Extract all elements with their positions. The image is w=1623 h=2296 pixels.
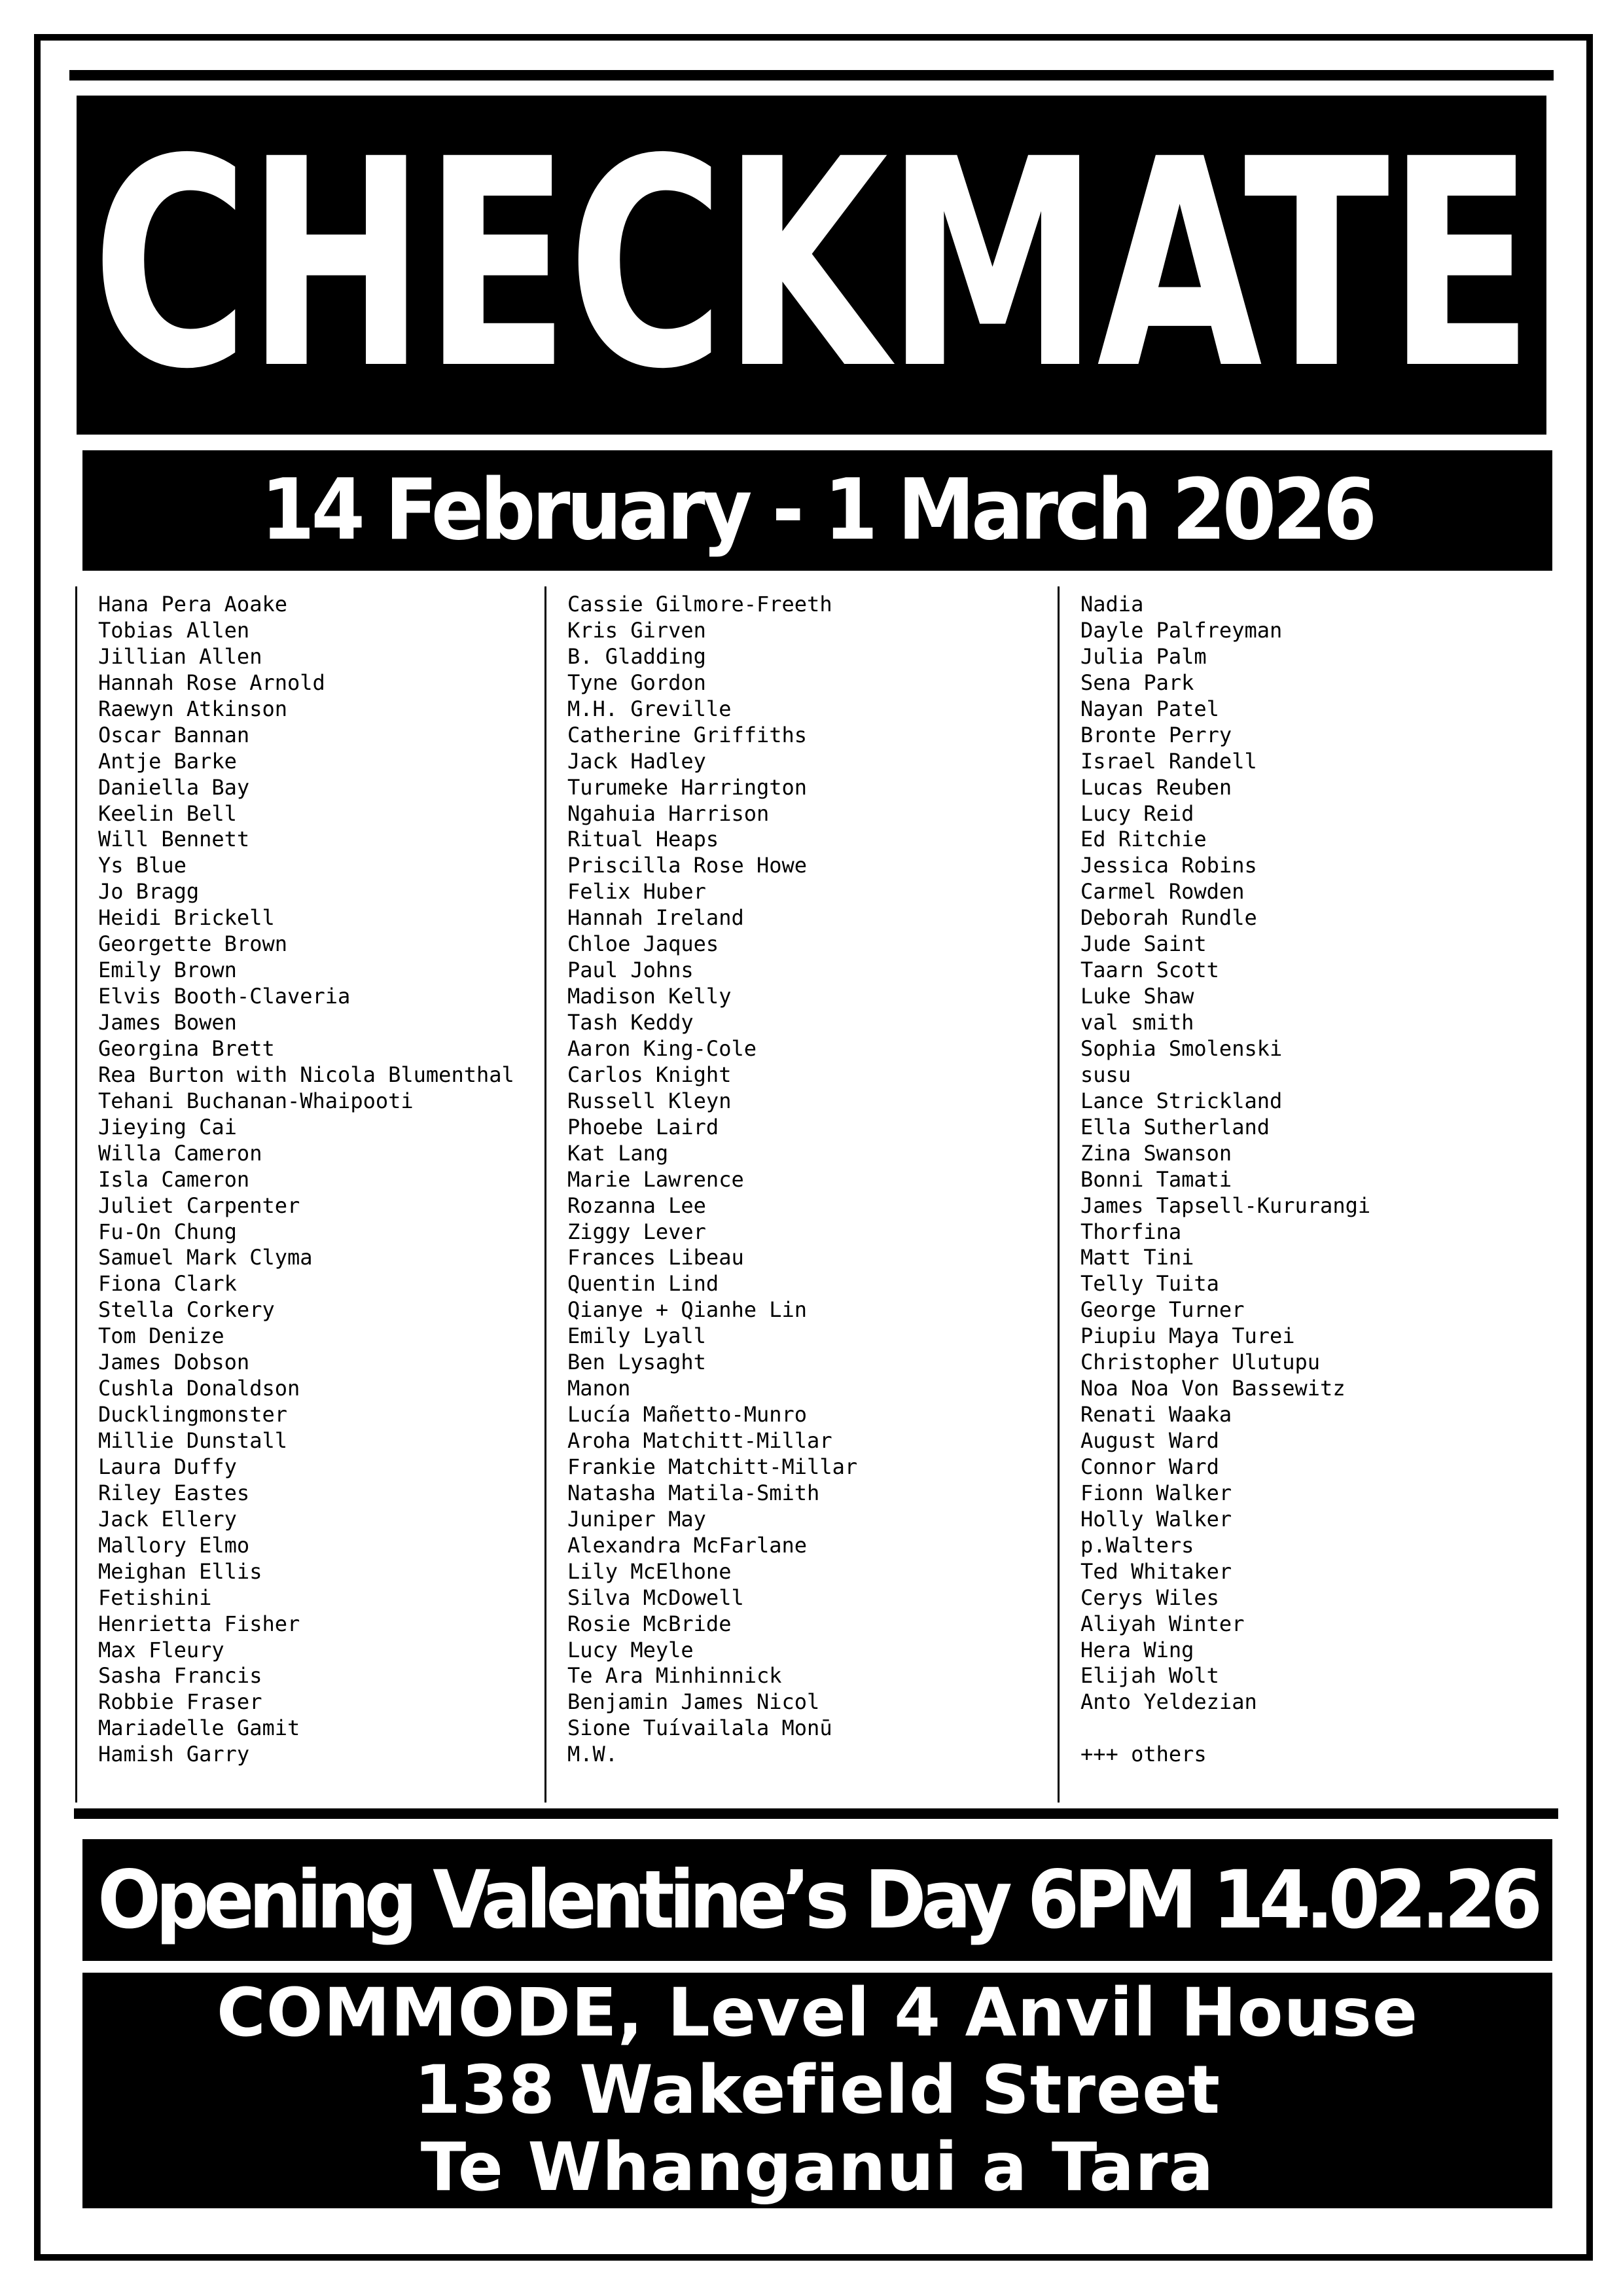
artist-name: Renati Waaka bbox=[1080, 1402, 1232, 1427]
artist-column-3 bbox=[1080, 592, 1370, 1768]
artist-name: Fionn Walker bbox=[1080, 1480, 1232, 1505]
artist-name: Ritual Heaps bbox=[567, 827, 719, 852]
artist-name: Lance Strickland bbox=[1080, 1088, 1283, 1113]
artist-name: Cushla Donaldson bbox=[98, 1376, 300, 1401]
artist-name: Riley Eastes bbox=[98, 1480, 250, 1505]
artist-name: Jieying Cai bbox=[98, 1114, 237, 1139]
artist-name: Heidi Brickell bbox=[98, 905, 275, 931]
artist-name: Juliet Carpenter bbox=[98, 1193, 300, 1218]
artist-name: Bronte Perry bbox=[1080, 722, 1232, 747]
artist-name: Fiona Clark bbox=[98, 1271, 237, 1297]
artist-name: Elijah Wolt bbox=[1080, 1663, 1219, 1689]
artist-name: Israel Randell bbox=[1080, 748, 1257, 774]
artist-name: Tyne Gordon bbox=[567, 670, 706, 695]
artist-name: Hannah Rose Arnold bbox=[98, 670, 325, 695]
artist-name: Samuel Mark Clyma bbox=[98, 1245, 313, 1270]
artist-name: Mallory Elmo bbox=[98, 1532, 250, 1558]
artist-name: Mariadelle Gamit bbox=[98, 1715, 300, 1741]
artist-name: Frances Libeau bbox=[567, 1245, 744, 1270]
artist-name: Cerys Wiles bbox=[1080, 1585, 1219, 1610]
artist-name: Tehani Buchanan-Whaipooti bbox=[98, 1088, 414, 1113]
artist-name: Lucy Reid bbox=[1080, 800, 1194, 826]
artist-name: Telly Tuita bbox=[1080, 1271, 1219, 1297]
artist-name: val smith bbox=[1080, 1010, 1194, 1035]
artist-name: Hannah Ireland bbox=[567, 905, 744, 931]
artist-name: Manon bbox=[567, 1376, 631, 1401]
poster-title: CHECKMATE bbox=[92, 98, 1531, 432]
artist-name: Ella Sutherland bbox=[1080, 1114, 1270, 1139]
artist-name: James Tapsell-Kururangi bbox=[1080, 1193, 1371, 1218]
venue-line-1: COMMODE, Level 4 Anvil House bbox=[216, 1974, 1419, 2052]
artist-name: Rea Burton with Nicola Blumenthal bbox=[98, 1062, 514, 1087]
artist-name: Deborah Rundle bbox=[1080, 905, 1257, 931]
artist-name: Priscilla Rose Howe bbox=[567, 853, 808, 878]
artist-name: Georgette Brown bbox=[98, 931, 287, 957]
artist-name: Keelin Bell bbox=[98, 800, 237, 826]
artist-name: Tom Denize bbox=[98, 1323, 224, 1349]
artist-name: Holly Walker bbox=[1080, 1506, 1232, 1532]
artist-name: Ed Ritchie bbox=[1080, 827, 1207, 852]
artist-name: Ziggy Lever bbox=[567, 1219, 706, 1244]
artist-name: B. Gladding bbox=[567, 643, 706, 669]
artist-name: Benjamin James Nicol bbox=[567, 1689, 820, 1715]
artist-name: Christopher Ulutupu bbox=[1080, 1350, 1321, 1375]
artist-name: James Dobson bbox=[98, 1350, 250, 1375]
artist-name: Sione Tuívailala Monū bbox=[567, 1715, 832, 1741]
top-rule bbox=[69, 70, 1554, 81]
column-divider-right bbox=[1058, 586, 1060, 1803]
artist-name: Stella Corkery bbox=[98, 1297, 275, 1323]
artist-name: Carlos Knight bbox=[567, 1062, 732, 1087]
artist-name: Sena Park bbox=[1080, 670, 1194, 695]
artist-name: Willa Cameron bbox=[98, 1140, 262, 1166]
artist-name: Lily McElhone bbox=[567, 1558, 732, 1584]
artist-name: Oscar Bannan bbox=[98, 722, 250, 747]
artist-name: Lucía Mañetto-Munro bbox=[567, 1402, 808, 1427]
artist-name: Emily Lyall bbox=[567, 1323, 706, 1349]
artist-name: p.Walters bbox=[1080, 1532, 1194, 1558]
artist-name: Silva McDowell bbox=[567, 1585, 744, 1610]
artist-name: Julia Palm bbox=[1080, 643, 1207, 669]
artist-name: Russell Kleyn bbox=[567, 1088, 732, 1113]
venue-banner bbox=[82, 1973, 1552, 2208]
artist-name: Quentin Lind bbox=[567, 1271, 719, 1297]
artist-name: Matt Tini bbox=[1080, 1245, 1194, 1270]
artist-name: Rozanna Lee bbox=[567, 1193, 706, 1218]
artist-name: Aroha Matchitt-Millar bbox=[567, 1428, 832, 1453]
artist-name: Luke Shaw bbox=[1080, 984, 1194, 1009]
artist-name: August Ward bbox=[1080, 1428, 1219, 1453]
artist-name: Jo Bragg bbox=[98, 879, 200, 905]
artist-name: Jillian Allen bbox=[98, 643, 262, 669]
artist-name: Raewyn Atkinson bbox=[98, 696, 287, 721]
artist-name: Zina Swanson bbox=[1080, 1140, 1232, 1166]
artist-name: Aliyah Winter bbox=[1080, 1611, 1245, 1636]
dates-banner bbox=[82, 450, 1552, 571]
artist-name: Laura Duffy bbox=[98, 1454, 237, 1479]
venue-line-2: 138 Wakefield Street bbox=[414, 2051, 1221, 2129]
artist-name: Cassie Gilmore-Freeth bbox=[567, 592, 832, 617]
artist-name: susu bbox=[1080, 1062, 1132, 1087]
artist-name: Phoebe Laird bbox=[567, 1114, 719, 1139]
artist-name: Jessica Robins bbox=[1080, 853, 1257, 878]
artist-name: Bonni Tamati bbox=[1080, 1166, 1232, 1192]
artist-name: Lucy Meyle bbox=[567, 1637, 694, 1662]
artist-name: Felix Huber bbox=[567, 879, 706, 905]
artist-name: Daniella Bay bbox=[98, 774, 250, 800]
artist-name: Marie Lawrence bbox=[567, 1166, 744, 1192]
artist-name: Tash Keddy bbox=[567, 1010, 694, 1035]
artist-name: Noa Noa Von Bassewitz bbox=[1080, 1376, 1346, 1401]
artist-name: Sasha Francis bbox=[98, 1663, 262, 1689]
artist-name: Chloe Jaques bbox=[567, 931, 719, 957]
artist-name: Frankie Matchitt-Millar bbox=[567, 1454, 858, 1479]
artist-name: Antje Barke bbox=[98, 748, 237, 774]
artist-name: Thorfina bbox=[1080, 1219, 1182, 1244]
artist-name: Madison Kelly bbox=[567, 984, 732, 1009]
artist-name: Tobias Allen bbox=[98, 617, 250, 643]
artist-name: Meighan Ellis bbox=[98, 1558, 262, 1584]
artist-name: Te Ara Minhinnick bbox=[567, 1663, 782, 1689]
artist-name: Fetishini bbox=[98, 1585, 212, 1610]
artist-name: Ys Blue bbox=[98, 853, 187, 878]
bottom-rule bbox=[74, 1808, 1558, 1819]
artist-name: Fu-On Chung bbox=[98, 1219, 237, 1244]
title-banner bbox=[77, 96, 1546, 435]
venue-line-3: Te Whanganui a Tara bbox=[420, 2128, 1215, 2206]
artist-name: Sophia Smolenski bbox=[1080, 1035, 1283, 1061]
artist-name: Natasha Matila-Smith bbox=[567, 1480, 820, 1505]
artist-name: Ducklingmonster bbox=[98, 1402, 287, 1427]
artist-name: Alexandra McFarlane bbox=[567, 1532, 808, 1558]
artist-name: Jack Ellery bbox=[98, 1506, 237, 1532]
artist-name: Aaron King-Cole bbox=[567, 1035, 757, 1061]
artist-name: Isla Cameron bbox=[98, 1166, 250, 1192]
artist-name: +++ others bbox=[1080, 1742, 1207, 1767]
artist-name: Dayle Palfreyman bbox=[1080, 617, 1283, 643]
artist-name: Anto Yeldezian bbox=[1080, 1689, 1257, 1715]
artist-name: Henrietta Fisher bbox=[98, 1611, 300, 1636]
opening-banner bbox=[82, 1839, 1552, 1961]
artist-name: Juniper May bbox=[567, 1506, 706, 1532]
column-divider-middle bbox=[544, 586, 546, 1803]
artist-name: Georgina Brett bbox=[98, 1035, 275, 1061]
artist-name: Kris Girven bbox=[567, 617, 706, 643]
artist-column-1 bbox=[98, 592, 514, 1768]
artist-name: Max Fleury bbox=[98, 1637, 224, 1662]
artist-name: Will Bennett bbox=[98, 827, 250, 852]
artist-name: Robbie Fraser bbox=[98, 1689, 262, 1715]
exhibition-dates: 14 February - 1 March 2026 bbox=[260, 461, 1374, 559]
artist-name: James Bowen bbox=[98, 1010, 237, 1035]
artist-name: Turumeke Harrington bbox=[567, 774, 808, 800]
opening-info: Opening Valentine’s Day 6PM 14.02.26 bbox=[98, 1854, 1537, 1946]
artist-name: Kat Lang bbox=[567, 1140, 669, 1166]
artist-name: Emily Brown bbox=[98, 958, 237, 983]
artist-column-2 bbox=[567, 592, 857, 1768]
artist-name: George Turner bbox=[1080, 1297, 1245, 1323]
artist-name: Hera Wing bbox=[1080, 1637, 1194, 1662]
artist-name: Catherine Griffiths bbox=[567, 722, 808, 747]
artist-name: Paul Johns bbox=[567, 958, 694, 983]
artist-name: Taarn Scott bbox=[1080, 958, 1219, 983]
artist-name bbox=[1080, 1715, 1370, 1742]
artist-name: Jack Hadley bbox=[567, 748, 706, 774]
artist-name: Ben Lysaght bbox=[567, 1350, 706, 1375]
artist-name: Jude Saint bbox=[1080, 931, 1207, 957]
artist-name: Lucas Reuben bbox=[1080, 774, 1232, 800]
artist-name: M.W. bbox=[567, 1742, 618, 1767]
column-divider-left bbox=[75, 586, 77, 1803]
artist-name: Qianye + Qianhe Lin bbox=[567, 1297, 808, 1323]
artist-name: M.H. Greville bbox=[567, 696, 732, 721]
artist-name: Carmel Rowden bbox=[1080, 879, 1245, 905]
artist-name: Ted Whitaker bbox=[1080, 1558, 1232, 1584]
artist-name: Hana Pera Aoake bbox=[98, 592, 287, 617]
artist-name: Nayan Patel bbox=[1080, 696, 1219, 721]
artist-name: Connor Ward bbox=[1080, 1454, 1219, 1479]
artist-name: Hamish Garry bbox=[98, 1742, 250, 1767]
artist-name: Piupiu Maya Turei bbox=[1080, 1323, 1295, 1349]
artist-name: Elvis Booth-Claveria bbox=[98, 984, 351, 1009]
artist-name: Rosie McBride bbox=[567, 1611, 732, 1636]
artist-name: Millie Dunstall bbox=[98, 1428, 287, 1453]
artist-name: Nadia bbox=[1080, 592, 1144, 617]
artist-name: Ngahuia Harrison bbox=[567, 800, 770, 826]
